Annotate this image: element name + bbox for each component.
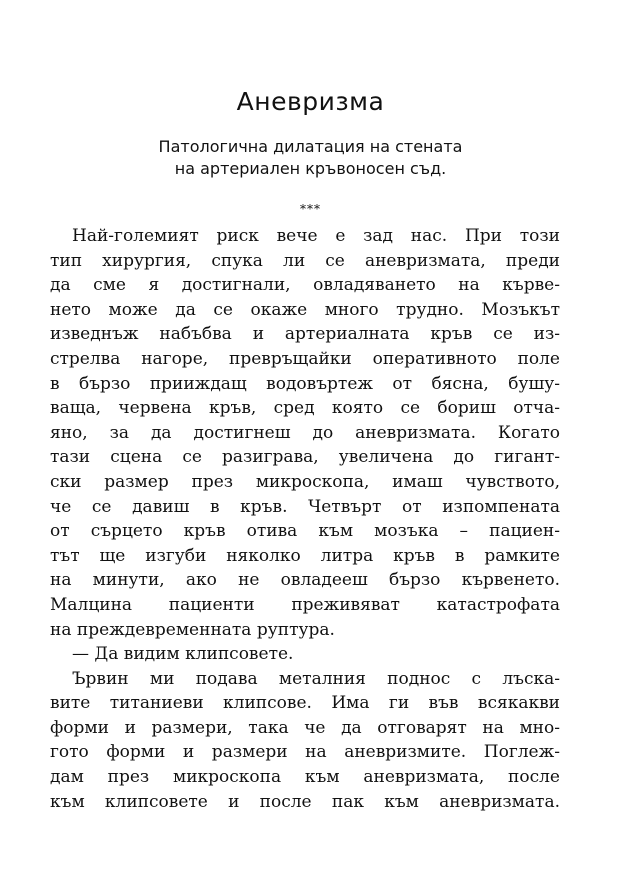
- epigraph: [0, 136, 621, 180]
- text-line: изведнъж набъбва и артериалната кръв се из-: [50, 324, 560, 345]
- text-line: ваща, червена кръв, сред която се бориш отча-: [50, 398, 560, 419]
- text-line: форми и размери, така че да отговарят на мно-: [50, 717, 560, 738]
- text-line: към клипсовете и после пак към аневризмата.: [50, 791, 560, 812]
- text-line: ски размер през микроскопа, имаш чувството,: [50, 471, 560, 492]
- text-line: нето може да се окаже много трудно. Мозъкът: [50, 299, 560, 320]
- text-line: тът ще изгуби няколко литра кръв в рамките: [50, 545, 560, 566]
- text-line: гото форми и размери на аневризмите. Поглеж-: [50, 742, 560, 763]
- epigraph-line: Патологична дилатация на стената: [158, 137, 463, 156]
- text-line: на минути, ако не овладееш бързо кървенето.: [50, 570, 560, 591]
- chapter-title: Аневризма: [236, 87, 385, 116]
- text-line: да сме я достигнали, овладяването на кърве-: [50, 275, 560, 296]
- text-line: — Да видим клипсовете.: [72, 644, 294, 665]
- text-line: Най-големият риск вече е зад нас. При този: [72, 226, 560, 246]
- text-line: на преждевременната руптура.: [50, 619, 335, 640]
- text-line: от сърцето кръв отива към мозъка – пациен-: [50, 521, 560, 542]
- text-line: Малцина пациенти преживяват катастрофата: [50, 594, 560, 615]
- body-text: [50, 224, 560, 814]
- text-line: в бързо прииждащ водовъртеж от бясна, бушу-: [50, 373, 560, 394]
- text-line: стрелва нагоре, превръщайки оперативното поле: [50, 348, 560, 369]
- section-separator: ***: [300, 202, 321, 216]
- text-line: Ървин ми подава металния поднос с лъска-: [72, 668, 560, 689]
- text-line: тип хирургия, спука ли се аневризмата, преди: [50, 250, 560, 271]
- text-line: яно, за да достигнеш до аневризмата. Когато: [50, 422, 560, 443]
- text-line: че се давиш в кръв. Четвърт от изпомпената: [50, 496, 560, 517]
- text-line: дам през микроскопа към аневризмата, после: [50, 767, 560, 788]
- epigraph-line: на артериален кръвоносен съд.: [174, 159, 447, 178]
- text-line: тази сцена се разиграва, увеличена до гигант-: [50, 447, 560, 468]
- text-line: вите титаниеви клипсове. Има ги във всякакви: [50, 693, 560, 714]
